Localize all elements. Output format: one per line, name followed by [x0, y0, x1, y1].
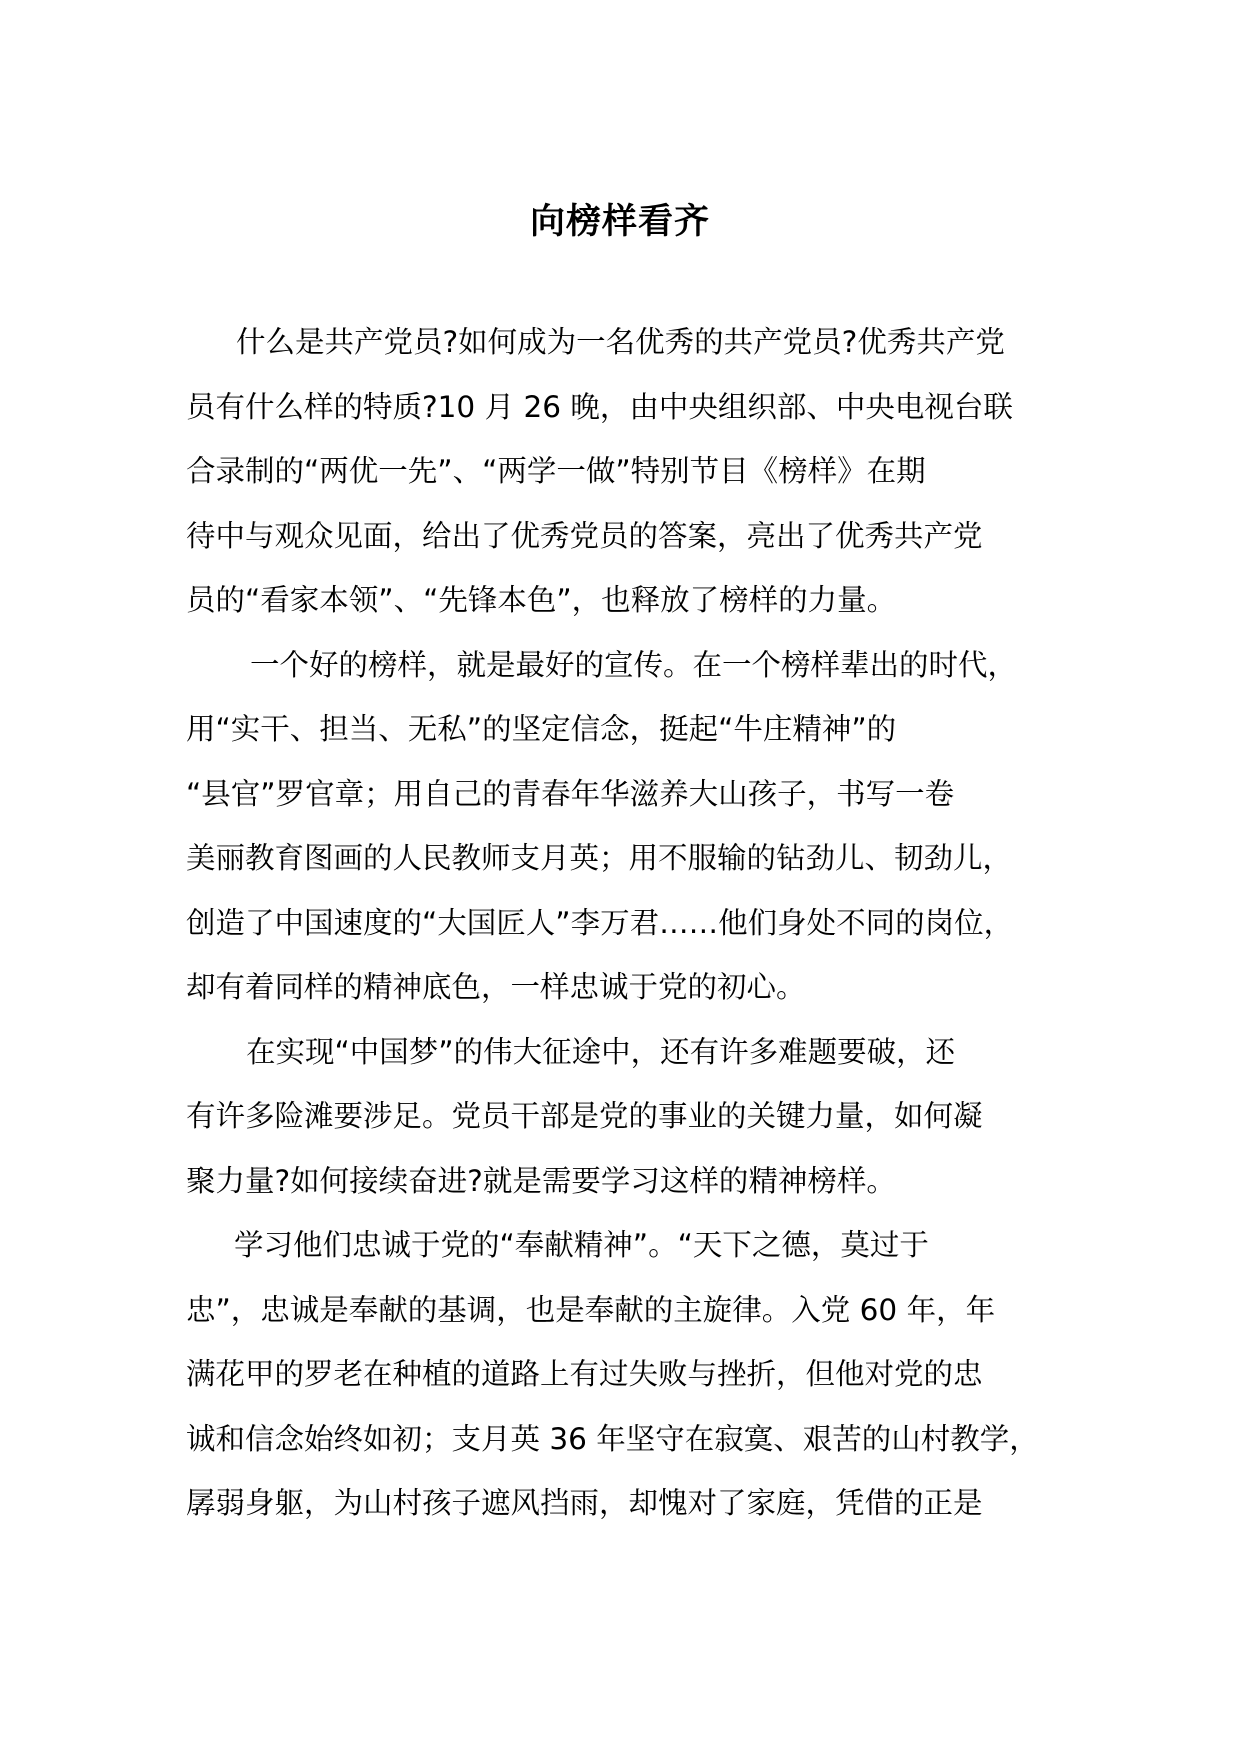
paragraph-line: 美丽教育图画的人民教师支月英；用不服输的钻劲儿、韧劲儿， [186, 841, 1013, 875]
paragraph-3 [186, 1020, 1076, 1214]
paragraph-line: 在实现“中国梦”的伟大征途中，还有许多难题要破，还 [246, 1034, 956, 1069]
paragraph-line: 诚和信念始终如初；支月英 36 年坚守在寂寞、艰苦的山村教学， [186, 1421, 1039, 1456]
paragraph-line: 合录制的“两优一先”、“两学一做”特别节目《榜样》在期 [186, 454, 926, 488]
paragraph-line: 聚力量?如何接续奋进?就是需要学习这样的精神榜样。 [186, 1163, 896, 1198]
paragraph-line: 忠”，忠诚是奉献的基调，也是奉献的主旋律。入党 60 年，年 [186, 1292, 996, 1327]
paragraph-line: 一个好的榜样，就是最好的宣传。在一个榜样辈出的时代， [250, 647, 1018, 682]
paragraph-line: 创造了中国速度的“大国匠人”李万君……他们身处不同的岗位， [186, 905, 1014, 940]
paragraph-line: 有许多险滩要涉足。党员干部是党的事业的关键力量，如何凝 [186, 1099, 983, 1133]
document-body [186, 310, 1076, 1536]
paragraph-line: 什么是共产党员?如何成为一名优秀的共产党员?优秀共产党 [236, 325, 1005, 359]
paragraph-4 [186, 1213, 1076, 1536]
paragraph-line: 满花甲的罗老在种植的道路上有过失败与挫折，但他对党的忠 [186, 1357, 983, 1391]
paragraph-line: 孱弱身躯，为山村孩子遮风挡雨，却愧对了家庭，凭借的正是 [186, 1486, 983, 1520]
paragraph-line: 员有什么样的特质?10 月 26 晚，由中央组织部、中央电视台联 [186, 389, 1013, 424]
paragraph-line: 却有着同样的精神底色，一样忠诚于党的初心。 [186, 970, 806, 1004]
paragraph-line: 学习他们忠诚于党的“奉献精神”。“天下之德，莫过于 [234, 1228, 929, 1262]
document-title: 向榜样看齐 [529, 202, 710, 242]
paragraph-line: 待中与观众见面，给出了优秀党员的答案，亮出了优秀共产党 [186, 518, 983, 553]
paragraph-2 [186, 633, 1076, 1020]
paragraph-line: 用“实干、担当、无私”的坚定信念，挺起“牛庄精神”的 [186, 712, 897, 746]
paragraph-line: 员的“看家本领”、“先锋本色”，也释放了榜样的力量。 [186, 583, 897, 617]
paragraph-1 [186, 310, 1076, 633]
paragraph-line: “县官”罗官章；用自己的青春年华滋养大山孩子，书写一卷 [186, 776, 955, 811]
